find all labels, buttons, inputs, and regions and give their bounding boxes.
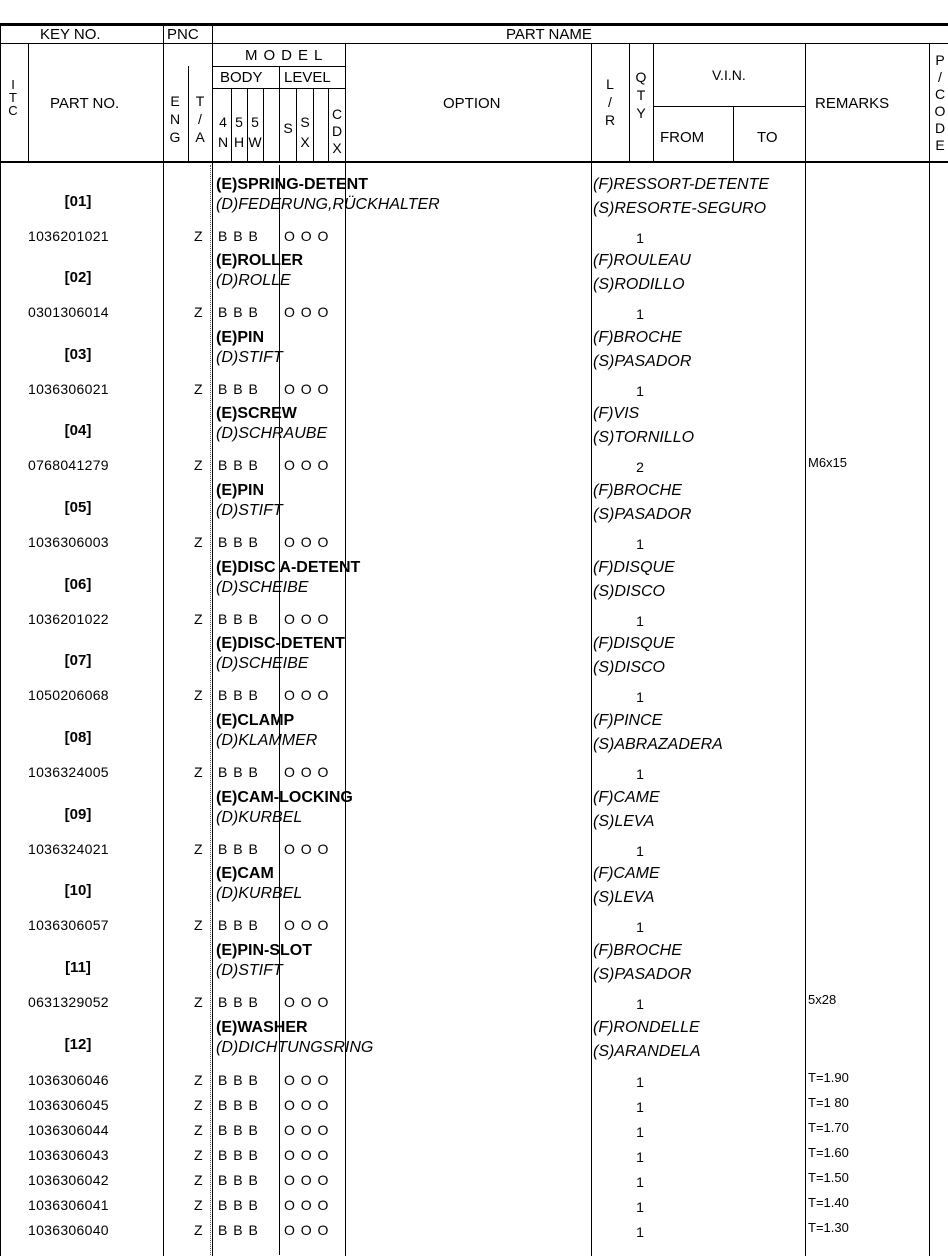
body-values: B B B [218,1097,259,1113]
english-name: (E)SCREW [216,405,297,422]
french-name: (F)ROULEAU [593,252,691,269]
english-name: (E)DISC A-DETENT [216,559,361,576]
qty-value: 1 [636,1224,644,1240]
body-values: B B B [218,534,259,550]
qty-value: 1 [636,1149,644,1165]
level-values: O O O [284,994,330,1010]
remarks-value: 5x28 [808,992,837,1007]
qty-value: 2 [636,459,644,475]
level-values: O O O [284,228,330,244]
part-number: 1036201021 [28,228,109,244]
spanish-name: (S)DISCO [593,583,665,600]
key-number: [11] [65,959,91,976]
model-header: MODEL [245,47,329,64]
french-name: (F)RESSORT-DETENTE [593,176,770,193]
level-values: O O O [284,1147,330,1163]
remarks-header: REMARKS [815,95,890,112]
spanish-name: (S)PASADOR [593,966,692,983]
qty-value: 1 [636,383,644,399]
part-number: 1036306043 [28,1147,109,1163]
ta-value: Z [194,611,203,627]
english-name: (E)PIN-SLOT [216,942,312,959]
level-values: O O O [284,687,330,703]
german-name: (D)KURBEL [216,809,303,826]
vin-from-header: FROM [660,129,705,146]
body-values: B B B [218,228,259,244]
remarks-value: M6x15 [808,455,848,470]
ta-value: Z [194,534,203,550]
spanish-name: (S)ARANDELA [593,1043,701,1060]
french-name: (F)BROCHE [593,329,682,346]
spanish-name: (S)RESORTE-SEGURO [593,200,767,217]
ta-value: Z [194,687,203,703]
level-values: O O O [284,1072,330,1088]
spanish-name: (S)TORNILLO [593,429,695,446]
ta-value: Z [194,841,203,857]
part-number: 1036306046 [28,1072,109,1088]
qty-value: 1 [636,996,644,1012]
ta-value: Z [194,1222,203,1238]
part-number: 1036306045 [28,1097,109,1113]
part-number: 1036306040 [28,1222,109,1238]
body-values: B B B [218,764,259,780]
level-values: O O O [284,1097,330,1113]
qty-value: 1 [636,843,644,859]
part-no-header: PART NO. [50,95,120,112]
part-number: 0768041279 [28,457,109,473]
part-number: 1036306044 [28,1122,109,1138]
option-header: OPTION [443,95,501,112]
body-5w-header: 5 W [248,114,262,150]
key-number: [12] [64,1036,92,1053]
level-values: O O O [284,1222,330,1238]
qty-value: 1 [636,230,644,246]
level-header: LEVEL [284,69,331,86]
key-number: [06] [64,576,92,593]
spanish-name: (S)RODILLO [593,276,685,293]
spanish-name: (S)PASADOR [593,506,692,523]
body-values: B B B [218,457,259,473]
german-name: (D)ROLLE [216,272,291,289]
level-values: O O O [284,381,330,397]
english-name: (E)DISC-DETENT [216,635,345,652]
body-values: B B B [218,381,259,397]
german-name: (D)DICHTUNGSRING [216,1039,374,1056]
remarks-value: T=1.50 [808,1170,849,1185]
qty-value: 1 [636,536,644,552]
body-values: B B B [218,841,259,857]
french-name: (F)PINCE [593,712,663,729]
key-no-header: KEY NO. [40,26,101,43]
key-number: [09] [64,806,92,823]
body-values: B B B [218,304,259,320]
spanish-name: (S)DISCO [593,659,665,676]
body-values: B B B [218,994,259,1010]
spanish-name: (S)LEVA [593,813,655,830]
french-name: (F)CAME [593,789,660,806]
spanish-name: (S)ABRAZADERA [593,736,723,753]
level-values: O O O [284,1197,330,1213]
ta-value: Z [194,764,203,780]
level-values: O O O [284,611,330,627]
key-number: [05] [64,499,92,516]
body-values: B B B [218,1147,259,1163]
key-number: [07] [64,652,92,669]
german-name: (D)FEDERUNG,RÜCKHALTER [216,196,440,213]
part-number: 1050206068 [28,687,109,703]
german-name: (D)STIFT [216,502,283,519]
part-number: 1036324021 [28,841,109,857]
ta-value: Z [194,994,203,1010]
level-values: O O O [284,457,330,473]
vin-to-header: TO [757,129,778,146]
pcode-header: P / C O D E [934,52,946,153]
part-number: 1036306021 [28,381,109,397]
ta-value: Z [194,228,203,244]
remarks-value: T=1.30 [808,1220,849,1235]
body-header: BODY [220,69,263,86]
german-name: (D)STIFT [216,962,283,979]
ta-value: Z [194,381,203,397]
key-number: [03] [64,346,92,363]
remarks-value: T=1.60 [808,1145,849,1160]
french-name: (F)RONDELLE [593,1019,700,1036]
part-number: 1036306057 [28,917,109,933]
body-values: B B B [218,687,259,703]
ta-value: Z [194,1197,203,1213]
body-values: B B B [218,1197,259,1213]
level-values: O O O [284,534,330,550]
qty-value: 1 [636,306,644,322]
body-values: B B B [218,1072,259,1088]
ta-value: Z [194,304,203,320]
french-name: (F)BROCHE [593,942,682,959]
german-name: (D)SCHEIBE [216,579,309,596]
level-values: O O O [284,764,330,780]
german-name: (D)SCHEIBE [216,655,309,672]
remarks-value: T=1.40 [808,1195,849,1210]
vin-header: V.I.N. [712,67,746,83]
qty-value: 1 [636,1174,644,1190]
english-name: (E)PIN [216,329,264,346]
english-name: (E)WASHER [216,1019,308,1036]
qty-value: 1 [636,1124,644,1140]
part-number: 0631329052 [28,994,109,1010]
ta-value: Z [194,1122,203,1138]
qty-value: 1 [636,689,644,705]
qty-value: 1 [636,919,644,935]
remarks-value: T=1.90 [808,1070,849,1085]
ta-value: Z [194,457,203,473]
level-values: O O O [284,1172,330,1188]
qty-value: 1 [636,1199,644,1215]
level-values: O O O [284,304,330,320]
body-4n-header: 4 N [217,114,229,150]
eng-header: E N G [169,93,181,145]
lr-header: L / R [604,76,616,128]
french-name: (F)CAME [593,865,660,882]
english-name: (E)ROLLER [216,252,304,269]
qty-value: 1 [636,1074,644,1090]
remarks-value: T=1.70 [808,1120,849,1135]
part-number: 1036324005 [28,764,109,780]
key-number: [01] [64,193,92,210]
body-5h-header: 5 H [233,114,245,150]
level-values: O O O [284,1122,330,1138]
key-number: [08] [64,729,92,746]
ta-value: Z [194,1147,203,1163]
french-name: (F)DISQUE [593,635,675,652]
english-name: (E)SPRING-DETENT [216,176,368,193]
ta-value: Z [194,1097,203,1113]
level-values: O O O [284,917,330,933]
part-number: 0301306014 [28,304,109,320]
english-name: (E)CLAMP [216,712,295,729]
key-number: [04] [64,422,92,439]
ta-value: Z [194,917,203,933]
itc-header: I T C [8,77,18,118]
english-name: (E)PIN [216,482,264,499]
english-name: (E)CAM [216,865,274,882]
body-values: B B B [218,611,259,627]
pnc-header: PNC [167,26,199,43]
level-s-header: S [283,120,293,136]
body-values: B B B [218,1172,259,1188]
german-name: (D)KURBEL [216,885,303,902]
french-name: (F)BROCHE [593,482,682,499]
qty-header: Q T Y [635,69,647,121]
english-name: (E)CAM-LOCKING [216,789,353,806]
french-name: (F)VIS [593,405,640,422]
level-sx-header: S X [300,114,310,150]
german-name: (D)SCHRAUBE [216,425,328,442]
qty-value: 1 [636,613,644,629]
ta-value: Z [194,1072,203,1088]
key-number: [10] [64,882,92,899]
body-values: B B B [218,1122,259,1138]
part-number: 1036306003 [28,534,109,550]
german-name: (D)STIFT [216,349,283,366]
french-name: (F)DISQUE [593,559,675,576]
ta-value: Z [194,1172,203,1188]
spanish-name: (S)LEVA [593,889,655,906]
qty-value: 1 [636,766,644,782]
remarks-value: T=1 80 [808,1095,849,1110]
ta-header: T / A [195,93,205,145]
part-number: 1036306042 [28,1172,109,1188]
part-number: 1036201022 [28,611,109,627]
level-cdx-header: C D X [331,106,343,156]
spanish-name: (S)PASADOR [593,353,692,370]
part-name-header: PART NAME [506,26,592,43]
body-values: B B B [218,1222,259,1238]
part-number: 1036306041 [28,1197,109,1213]
qty-value: 1 [636,1099,644,1115]
key-number: [02] [64,269,92,286]
body-values: B B B [218,917,259,933]
level-values: O O O [284,841,330,857]
german-name: (D)KLAMMER [216,732,318,749]
